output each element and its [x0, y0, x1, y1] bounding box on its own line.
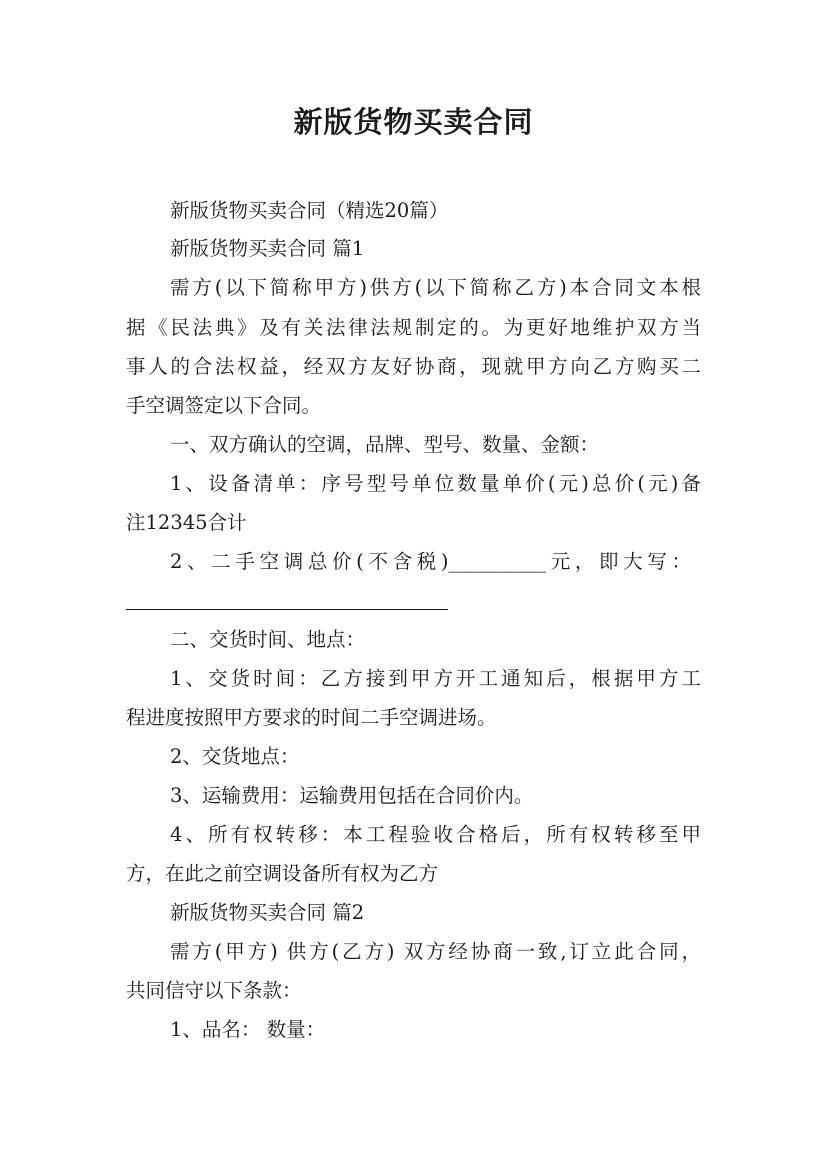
paragraph-line: 1、品名： 数量： — [170, 1018, 326, 1041]
paragraph-line: 据《民法典》及有关法律法规制定的。为更好地维护双方当 — [126, 316, 701, 339]
paragraph-line: 需方(以下简称甲方)供方(以下简称乙方)本合同文本根 — [170, 276, 701, 299]
paragraph-line: 1、交货时间：乙方接到甲方开工通知后，根据甲方工 — [170, 667, 701, 690]
paragraph-line: 二、交货时间、地点： — [170, 628, 366, 651]
document-title: 新版货物买卖合同 — [293, 105, 534, 139]
paragraph-line: 1、设备清单：序号型号单位数量单价(元)总价(元)备 — [170, 472, 701, 495]
paragraph-line: 4、所有权转移：本工程验收合格后，所有权转移至甲 — [170, 823, 701, 846]
paragraph-line: 程进度按照甲方要求的时间二手空调进场。 — [126, 706, 497, 729]
paragraph-line: 3、运输费用：运输费用包括在合同价内。 — [170, 784, 534, 807]
paragraph-line: 手空调签定以下合同。 — [126, 394, 322, 417]
paragraph-line: 需方(甲方) 供方(乙方) 双方经协商一致,订立此合同， — [170, 940, 701, 963]
paragraph-line: 注12345合计 — [126, 511, 247, 534]
paragraph-line: 事人的合法权益，经双方友好协商，现就甲方向乙方购买二 — [126, 355, 701, 378]
paragraph-line: 一、双方确认的空调，品牌、型号、数量、金额： — [170, 433, 600, 456]
paragraph-line: 2、交货地点： — [170, 745, 300, 768]
section-heading-1: 新版货物买卖合同 篇1 — [170, 237, 365, 260]
section-heading-2: 新版货物买卖合同 篇2 — [170, 901, 365, 924]
paragraph-line: 2、二手空调总价(不含税)__________元，即大写： — [170, 550, 691, 573]
subtitle-line: 新版货物买卖合同（精选20篇） — [170, 199, 449, 222]
paragraph-line: 共同信守以下条款： — [126, 979, 302, 1002]
paragraph-line: 方，在此之前空调设备所有权为乙方 — [126, 862, 439, 885]
blank-underline — [126, 609, 448, 610]
